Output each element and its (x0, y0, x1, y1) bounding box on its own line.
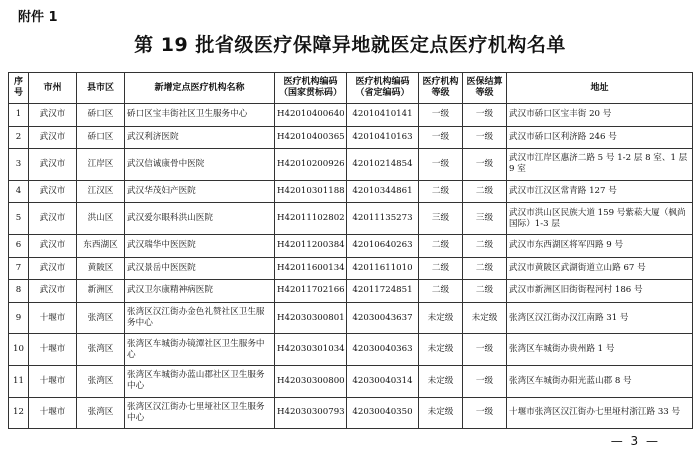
header-seq: 序号 (9, 73, 29, 104)
cell-code-national: H42010400640 (275, 104, 347, 127)
cell-city: 十堰市 (29, 397, 77, 429)
cell-settle-level: 二级 (463, 180, 507, 203)
cell-level: 二级 (419, 280, 463, 303)
cell-city: 武汉市 (29, 104, 77, 127)
cell-address: 武汉市江岸区惠济二路 5 号 1-2 层 8 室、1 层 9 室 (507, 149, 693, 181)
cell-settle-level: 一级 (463, 104, 507, 127)
table-row (9, 149, 693, 181)
cell-city: 武汉市 (29, 280, 77, 303)
cell-code-national: H42030301034 (275, 334, 347, 366)
cell-settle-level: 一级 (463, 126, 507, 149)
cell-level: 一级 (419, 104, 463, 127)
cell-county: 张湾区 (77, 397, 125, 429)
cell-county: 张湾区 (77, 365, 125, 397)
header-level: 医疗机构等级 (419, 73, 463, 104)
cell-seq: 9 (9, 302, 29, 334)
cell-level: 一级 (419, 126, 463, 149)
cell-code-national: H42030300800 (275, 365, 347, 397)
cell-settle-level: 一级 (463, 365, 507, 397)
cell-level: 未定级 (419, 397, 463, 429)
cell-name: 武汉卫尔康精神病医院 (125, 280, 275, 303)
table-row (9, 234, 693, 257)
hospital-list-table (8, 72, 693, 429)
cell-seq: 12 (9, 397, 29, 429)
cell-level: 未定级 (419, 365, 463, 397)
cell-name: 武汉爱尔眼科洪山医院 (125, 203, 275, 235)
cell-county: 黄陂区 (77, 257, 125, 280)
cell-seq: 7 (9, 257, 29, 280)
cell-code-national: H42030300801 (275, 302, 347, 334)
cell-code-national: H42011702166 (275, 280, 347, 303)
cell-level: 三级 (419, 203, 463, 235)
cell-address: 张湾区车城街办贵州路 1 号 (507, 334, 693, 366)
cell-address: 武汉市黄陂区武湖街道立山路 67 号 (507, 257, 693, 280)
cell-name: 武汉瑞华中医医院 (125, 234, 275, 257)
cell-seq: 1 (9, 104, 29, 127)
cell-code-provincial: 42011611010 (347, 257, 419, 280)
cell-county: 硚口区 (77, 104, 125, 127)
cell-level: 二级 (419, 234, 463, 257)
cell-settle-level: 三级 (463, 203, 507, 235)
cell-code-provincial: 42010640263 (347, 234, 419, 257)
table-row (9, 180, 693, 203)
cell-settle-level: 二级 (463, 257, 507, 280)
cell-address: 张湾区车城街办阳光蓝山郡 8 号 (507, 365, 693, 397)
cell-name: 武汉信诚康骨中医院 (125, 149, 275, 181)
cell-seq: 3 (9, 149, 29, 181)
document-title: 第 19 批省级医疗保障异地就医定点医疗机构名单 (134, 34, 566, 56)
cell-county: 江岸区 (77, 149, 125, 181)
header-settle-level: 医保结算等级 (463, 73, 507, 104)
cell-name: 武汉利济医院 (125, 126, 275, 149)
table-row (9, 126, 693, 149)
cell-county: 新洲区 (77, 280, 125, 303)
cell-name: 张湾区车城街办蓝山郡社区卫生服务中心 (125, 365, 275, 397)
cell-code-provincial: 42010214854 (347, 149, 419, 181)
cell-seq: 4 (9, 180, 29, 203)
cell-settle-level: 二级 (463, 234, 507, 257)
cell-code-provincial: 42011724851 (347, 280, 419, 303)
cell-city: 武汉市 (29, 180, 77, 203)
cell-city: 十堰市 (29, 302, 77, 334)
cell-name: 张湾区汉江街办七里垭社区卫生服务中心 (125, 397, 275, 429)
cell-code-national: H42011102802 (275, 203, 347, 235)
cell-address: 武汉市江汉区常青路 127 号 (507, 180, 693, 203)
cell-settle-level: 未定级 (463, 302, 507, 334)
cell-name: 武汉景岳中医医院 (125, 257, 275, 280)
cell-code-national: H42010301188 (275, 180, 347, 203)
cell-address: 武汉市硚口区利济路 246 号 (507, 126, 693, 149)
cell-code-provincial: 42011135273 (347, 203, 419, 235)
cell-city: 武汉市 (29, 203, 77, 235)
table-row (9, 365, 693, 397)
cell-address: 张湾区汉江街办汉江南路 31 号 (507, 302, 693, 334)
table-row (9, 302, 693, 334)
table-row (9, 257, 693, 280)
cell-seq: 8 (9, 280, 29, 303)
cell-county: 张湾区 (77, 302, 125, 334)
cell-level: 二级 (419, 257, 463, 280)
cell-code-national: H42011200384 (275, 234, 347, 257)
cell-county: 江汉区 (77, 180, 125, 203)
cell-name: 硚口区宝丰街社区卫生服务中心 (125, 104, 275, 127)
table-row (9, 397, 693, 429)
header-code-provincial: 医疗机构编码（省定编码） (347, 73, 419, 104)
header-city: 市州 (29, 73, 77, 104)
header-county: 县市区 (77, 73, 125, 104)
cell-address: 武汉市洪山区民族大道 159 号紫菘大厦（枫尚国际）1-3 层 (507, 203, 693, 235)
cell-address: 武汉市新洲区旧街街程河村 186 号 (507, 280, 693, 303)
cell-level: 未定级 (419, 302, 463, 334)
cell-city: 武汉市 (29, 257, 77, 280)
cell-level: 未定级 (419, 334, 463, 366)
cell-city: 十堰市 (29, 365, 77, 397)
cell-seq: 10 (9, 334, 29, 366)
page-number: — 3 — (610, 434, 660, 448)
cell-city: 武汉市 (29, 234, 77, 257)
cell-code-provincial: 42030040350 (347, 397, 419, 429)
cell-level: 一级 (419, 149, 463, 181)
cell-code-national: H42010200926 (275, 149, 347, 181)
cell-code-national: H42010400365 (275, 126, 347, 149)
header-name: 新增定点医疗机构名称 (125, 73, 275, 104)
cell-settle-level: 一级 (463, 149, 507, 181)
cell-name: 武汉华茂妇产医院 (125, 180, 275, 203)
attachment-label: 附件 1 (18, 10, 58, 25)
header-address: 地址 (507, 73, 693, 104)
cell-county: 张湾区 (77, 334, 125, 366)
cell-name: 张湾区汉江街办金色礼赞社区卫生服务中心 (125, 302, 275, 334)
cell-settle-level: 二级 (463, 280, 507, 303)
cell-seq: 11 (9, 365, 29, 397)
cell-settle-level: 一级 (463, 397, 507, 429)
cell-seq: 5 (9, 203, 29, 235)
cell-address: 武汉市东西湖区将军四路 9 号 (507, 234, 693, 257)
cell-address: 武汉市硚口区宝丰街 20 号 (507, 104, 693, 127)
cell-code-provincial: 42030040314 (347, 365, 419, 397)
cell-city: 武汉市 (29, 149, 77, 181)
cell-name: 张湾区车城街办镜潭社区卫生服务中心 (125, 334, 275, 366)
cell-code-national: H42030300793 (275, 397, 347, 429)
table-row (9, 104, 693, 127)
cell-address: 十堰市张湾区汉江街办七里垭村浙江路 33 号 (507, 397, 693, 429)
cell-city: 武汉市 (29, 126, 77, 149)
cell-county: 硚口区 (77, 126, 125, 149)
cell-city: 十堰市 (29, 334, 77, 366)
cell-code-national: H42011600134 (275, 257, 347, 280)
cell-settle-level: 一级 (463, 334, 507, 366)
table-header-row (9, 73, 693, 104)
table-row (9, 203, 693, 235)
cell-code-provincial: 42030040363 (347, 334, 419, 366)
cell-code-provincial: 42010410163 (347, 126, 419, 149)
cell-seq: 6 (9, 234, 29, 257)
cell-county: 东西湖区 (77, 234, 125, 257)
header-code-national: 医疗机构编码（国家贯标码） (275, 73, 347, 104)
table-row (9, 334, 693, 366)
cell-code-provincial: 42010344861 (347, 180, 419, 203)
cell-county: 洪山区 (77, 203, 125, 235)
cell-code-provincial: 42010410141 (347, 104, 419, 127)
table-row (9, 280, 693, 303)
cell-code-provincial: 42030043637 (347, 302, 419, 334)
cell-level: 二级 (419, 180, 463, 203)
cell-seq: 2 (9, 126, 29, 149)
